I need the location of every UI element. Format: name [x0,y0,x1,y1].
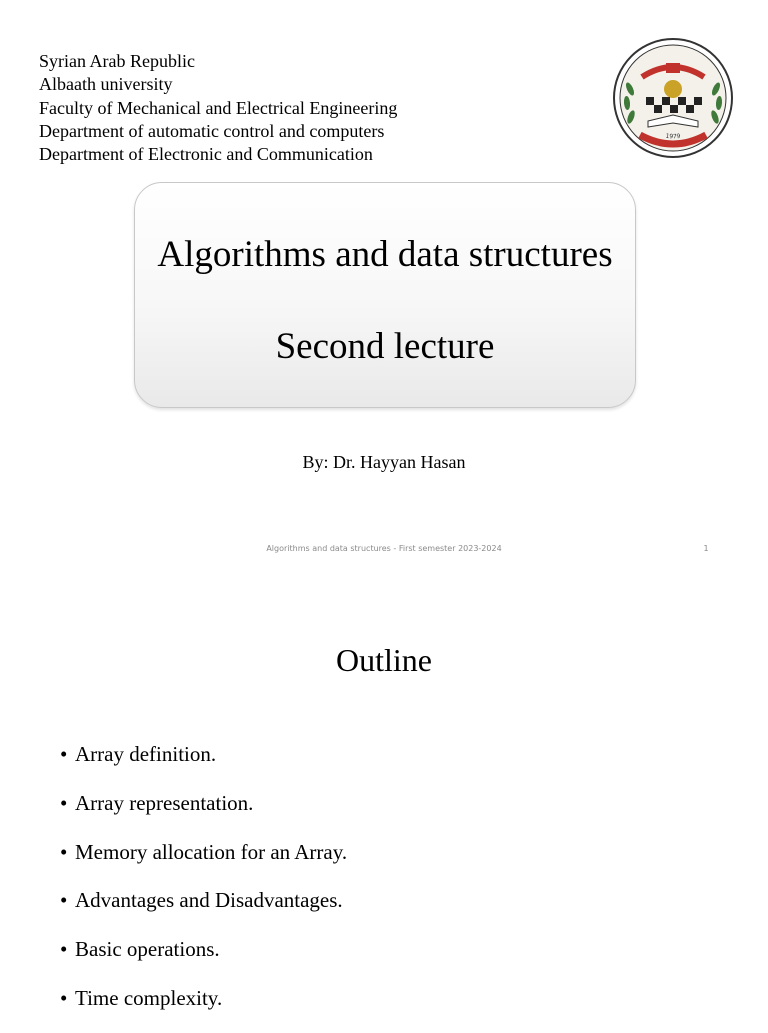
list-item-text: Memory allocation for an Array. [75,839,348,864]
institution-header [39,50,397,166]
list-item [60,789,347,838]
page-number: 1 [703,544,709,553]
author-line: By: Dr. Hayyan Hasan [302,452,466,472]
header-line-department-control: Department of automatic control and computers [39,120,385,141]
bullet-icon: • [60,937,68,962]
header-line-country: Syrian Arab Republic [39,51,195,71]
slide-2 [0,580,768,1024]
bullet-icon: • [60,888,68,913]
bullet-icon: • [60,985,68,1010]
list-item [60,838,347,887]
header-line-faculty: Faculty of Mechanical and Electrical Engineering [39,97,398,118]
list-item-text: Basic operations. [75,937,220,962]
list-item-text: Array representation. [75,790,254,815]
header-line-department-electronic: Department of Electronic and Communication [39,144,373,165]
list-item-text: Advantages and Disadvantages. [75,888,343,913]
bullet-icon: • [60,742,68,766]
list-item [60,886,347,935]
outline-title: Outline [336,642,432,678]
header-line-university: Albaath university [39,74,173,95]
university-seal-icon [612,37,734,159]
list-item [60,984,347,1033]
bullet-icon: • [60,839,68,864]
list-item [60,935,347,984]
svg-text:1979: 1979 [665,132,681,141]
list-item-text: Array definition. [75,742,217,766]
bullet-icon: • [60,790,68,815]
title-box [134,182,636,408]
list-item [60,740,347,789]
list-item-text: Time complexity. [75,985,223,1010]
lecture-subtitle: Second lecture [275,326,495,367]
slide-footer: Algorithms and data structures - First semester 2023-2024 [266,544,502,553]
lecture-title: Algorithms and data structures [157,234,613,275]
outline-list [60,740,347,1033]
